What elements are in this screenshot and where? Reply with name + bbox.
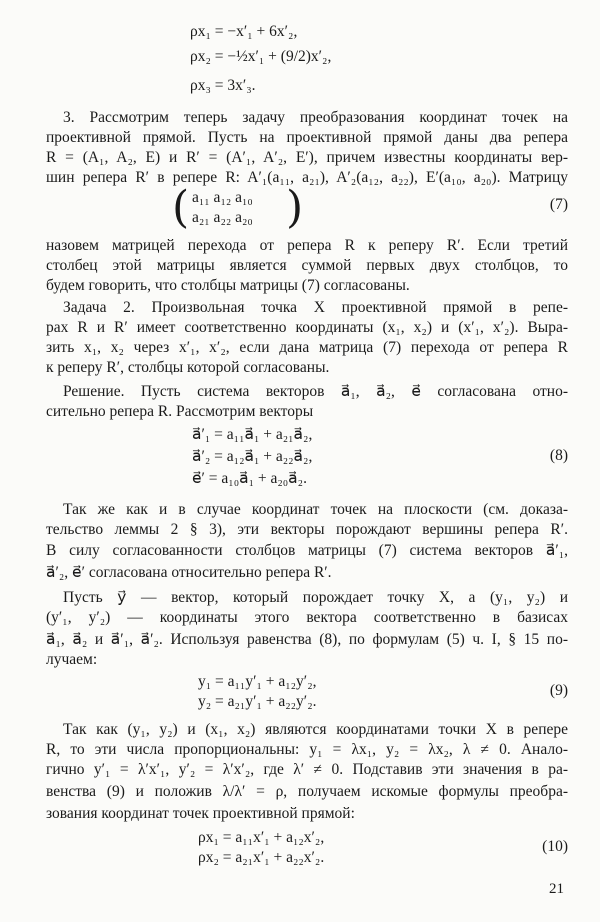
equation-top-1: ρx₁ = −x′₁ + 6x′₂, xyxy=(190,23,298,40)
page-number: 21 xyxy=(549,881,564,897)
equation9-2: y₂ = a₂₁y′₁ + a₂₂y′₂. xyxy=(198,693,317,710)
task2-line-1: Задача 2. Произвольная точка X проективной прямой в репе- xyxy=(63,299,568,316)
section3-line-3: R = (A₁, A₂, E) и R′ = (A′₁, A′₂, E′), причем известны координаты вер- xyxy=(46,149,568,166)
solution-line-2: сительно репера R. Рассмотрим векторы xyxy=(46,403,314,420)
y-para-line-2: (y′₁, y′₂) — координаты этого вектора соответственно в базисах xyxy=(46,609,568,626)
final-line-3: гично y′₁ = λ′x′₁, y′₂ = λ′x′₂, где λ′ ≠ 0. Подставив эти значения в ра- xyxy=(46,761,568,778)
section3-line-4: шин репера R′ в репере R: A′₁(a₁₁, a₂₁), A′₂(a₁₂, a₂₂), E′(a₁₀, a₂₀). Матрицу xyxy=(46,169,568,186)
matrix-row-1: a₁₁ a₁₂ a₁₀ xyxy=(192,189,253,206)
final-line-5: зования координат точек проективной прямой: xyxy=(46,805,355,822)
task2-line-3: зить x₁, x₂ через x′₁, x′₂, если дана матрица (7) перехода от репера R xyxy=(46,339,568,356)
equation-number-10: (10) xyxy=(542,838,568,855)
equation8-3: e⃗′ = a₁₀a⃗₁ + a₂₀a⃗₂. xyxy=(192,470,307,487)
lemma-line-3: В силу согласованности столбцов матрицы (7) система векторов a⃗′₁, xyxy=(46,542,568,559)
y-para-line-4: лучаем: xyxy=(46,651,98,668)
lemma-line-1: Так же как и в случае координат точек на плоскости (см. доказа- xyxy=(63,501,568,518)
equation-number-9: (9) xyxy=(549,682,568,699)
equation-top-2: ρx₂ = −½x′₁ + (9/2)x′₂, xyxy=(190,48,332,65)
equation-top-3: ρx₃ = 3x′₃. xyxy=(190,77,256,94)
equation8-2: a⃗′₂ = a₁₂a⃗₁ + a₂₂a⃗₂, xyxy=(192,448,313,465)
after-matrix-line-2: столбец этой матрицы является суммой первых двух столбцов, то xyxy=(46,257,568,274)
equation8-1: a⃗′₁ = a₁₁a⃗₁ + a₂₁a⃗₂, xyxy=(192,426,313,443)
right-paren: ) xyxy=(286,182,304,233)
task2-line-4: к реперу R′, столбцы которой согласованы. xyxy=(46,359,330,376)
final-line-2: R, то эти числа пропорциональны: y₁ = λx₁, y₂ = λx₂, λ ≠ 0. Анало- xyxy=(46,741,568,758)
section3-line-1: 3. Рассмотрим теперь задачу преобразования координат точек на xyxy=(63,109,568,126)
equation-number-7: (7) xyxy=(549,196,568,213)
lemma-line-4: a⃗′₂, e⃗′ согласована относительно репера R′. xyxy=(46,564,332,581)
after-matrix-line-1: назовем матрицей перехода от репера R к реперу R′. Если третий xyxy=(46,237,568,254)
final-line-1: Так как (y₁, y₂) и (x₁, x₂) являются координатами точки X в репере xyxy=(63,721,568,738)
left-paren: ( xyxy=(172,182,190,233)
section3-line-2: проективной прямой. Пусть на проективной прямой даны два репера xyxy=(46,129,568,146)
lemma-line-2: тельство леммы 2 § 3), эти векторы порождают вершины репера R′. xyxy=(46,521,568,538)
y-para-line-1: Пусть y⃗ — вектор, который порождает точку X, а (y₁, y₂) и xyxy=(63,589,568,606)
final-line-4: венства (9) и положив λ/λ′ = ρ, получаем искомые формулы преобра- xyxy=(46,783,568,800)
y-para-line-3: a⃗₁, a⃗₂ и a⃗′₁, a⃗′₂. Используя равенства (8), по формулам (5) ч. I, § 15 по- xyxy=(46,631,568,648)
equation10-1: ρx₁ = a₁₁x′₁ + a₁₂x′₂, xyxy=(198,829,325,846)
equation10-2: ρx₂ = a₂₁x′₁ + a₂₂x′₂. xyxy=(198,849,325,866)
matrix-row-2: a₂₁ a₂₂ a₂₀ xyxy=(192,209,253,226)
task2-line-2: рах R и R′ имеет соответственно координаты (x₁, x₂) и (x′₁, x′₂). Выра- xyxy=(46,319,568,336)
equation9-1: y₁ = a₁₁y′₁ + a₁₂y′₂, xyxy=(198,673,317,690)
after-matrix-line-3: будем говорить, что столбцы матрицы (7) согласованы. xyxy=(46,277,410,294)
solution-line-1: Решение. Пусть система векторов a⃗₁, a⃗₂, e⃗ согласована отно- xyxy=(63,383,568,400)
equation-number-8: (8) xyxy=(549,447,568,464)
